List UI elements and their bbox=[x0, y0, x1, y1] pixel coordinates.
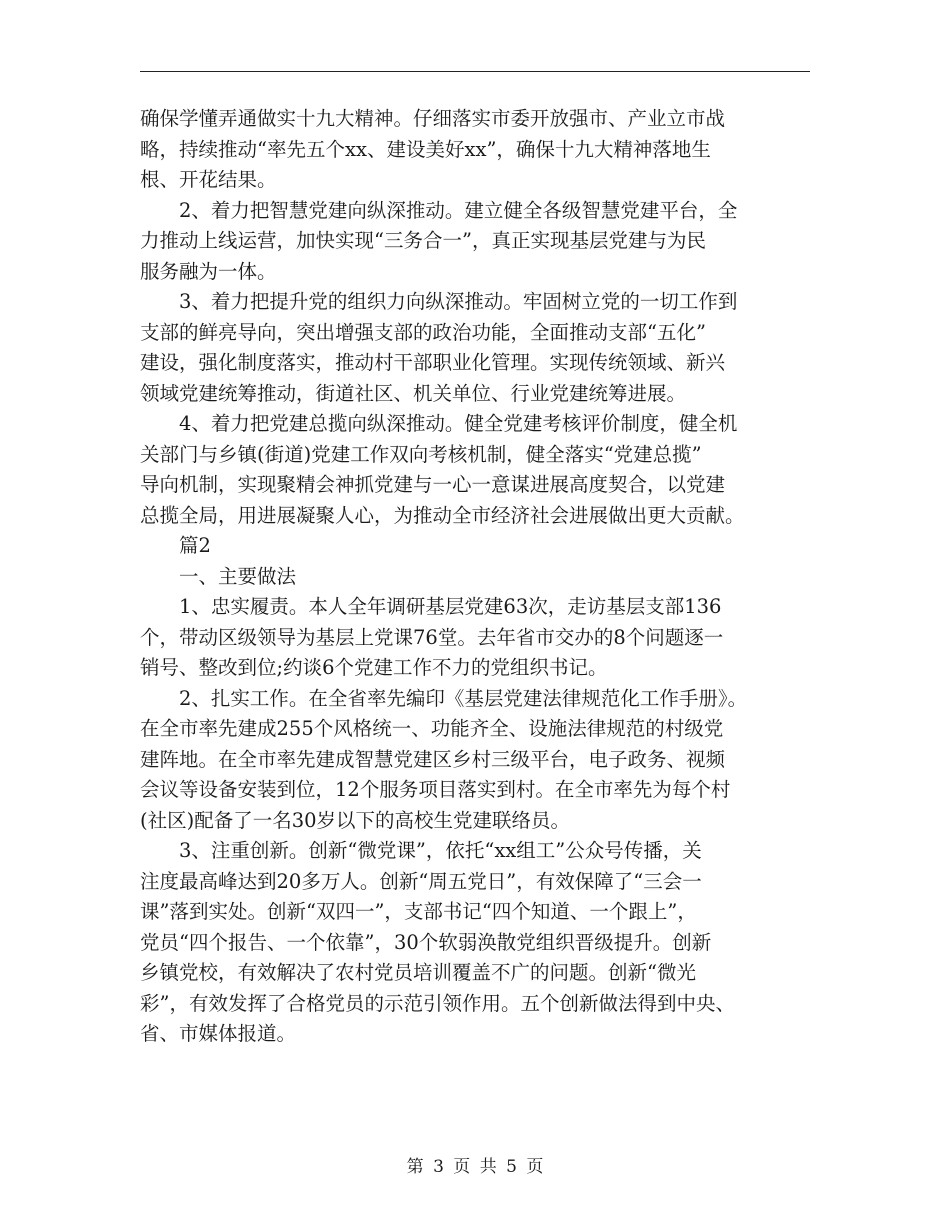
text-line: 乡镇党校，有效解决了农村党员培训覆盖不广的问题。创新“微光 bbox=[140, 961, 696, 984]
text-line: 省、市媒体报道。 bbox=[140, 1022, 297, 1045]
text-line: 力推动上线运营，加快实现“三务合一”，真正实现基层党建与为民 bbox=[140, 229, 706, 252]
text-line: 服务融为一体。 bbox=[140, 259, 277, 283]
header-rule bbox=[140, 71, 810, 72]
text-line: 关部门与乡镇(街道)党建工作双向考核机制，健全落实“党建总揽” bbox=[140, 442, 702, 466]
text-line: 略，持续推动“率先五个xx、建设美好xx”，确保十九大精神落地生 bbox=[140, 137, 711, 161]
text-line: 在全市率先建成255个风格统一、功能齐全、设施法律规范的村级党 bbox=[140, 717, 724, 740]
text-line: 1、忠实履责。本人全年调研基层党建63次，走访基层支部136 bbox=[179, 595, 722, 618]
text-line: 3、注重创新。创新“微党课”，依托“xx组工”公众号传播，关 bbox=[179, 839, 702, 862]
text-line: 彩”，有效发挥了合格党员的示范引领作用。五个创新做法得到中央、 bbox=[140, 991, 735, 1015]
text-line: 4、着力把党建总揽向纵深推动。健全党建考核评价制度，健全机 bbox=[179, 412, 738, 435]
text-line: 建设，强化制度落实，推动村干部职业化管理。实现传统领域、新兴 bbox=[140, 351, 726, 374]
text-line: 根、开花结果。 bbox=[140, 168, 277, 191]
text-line: 党员“四个报告、一个依靠”，30个软弱涣散党组织晋级提升。创新 bbox=[140, 930, 712, 954]
text-line: (社区)配备了一名30岁以下的高校生党建联络员。 bbox=[140, 808, 571, 832]
document-body bbox=[140, 104, 812, 1050]
text-line: 2、着力把智慧党建向纵深推动。建立健全各级智慧党建平台，全 bbox=[179, 198, 738, 222]
page-number-footer: 第 3 页 共 5 页 bbox=[406, 1157, 544, 1177]
text-line: 3、着力把提升党的组织力向纵深推动。牢固树立党的一切工作到 bbox=[179, 290, 738, 313]
text-line: 个，带动区级领导为基层上党课76堂。去年省市交办的8个问题逐一 bbox=[140, 625, 724, 649]
text-line: 篇2 bbox=[179, 534, 211, 557]
text-line: 销号、整改到位;约谈6个党建工作不力的党组织书记。 bbox=[140, 656, 608, 679]
text-line: 2、扎实工作。在全省率先编印《基层党建法律规范化工作手册》。 bbox=[179, 686, 748, 710]
text-line: 会议等设备安装到位，12个服务项目落实到村。在全市率先为每个村 bbox=[140, 778, 731, 801]
text-line: 建阵地。在全市率先建成智慧党建区乡村三级平台，电子政务、视频 bbox=[140, 747, 726, 771]
text-line: 领域党建统筹推动，街道社区、机关单位、行业党建统筹进展。 bbox=[140, 381, 687, 405]
text-line: 注度最高峰达到20多万人。创新“周五党日”，有效保障了“三会一 bbox=[140, 869, 702, 893]
text-line: 一、主要做法 bbox=[179, 564, 297, 588]
text-line: 支部的鲜亮导向，突出增强支部的政治功能，全面推动支部“五化” bbox=[140, 320, 706, 344]
text-line: 确保学懂弄通做实十九大精神。仔细落实市委开放强市、产业立市战 bbox=[140, 107, 726, 130]
text-line: 课”落到实处。创新“双四一”，支部书记“四个知道、一个跟上”， bbox=[140, 900, 697, 923]
text-line: 导向机制，实现聚精会神抓党建与一心一意谋进展高度契合，以党建 bbox=[140, 473, 726, 496]
text-line: 总揽全局，用进展凝聚人心，为推动全市经济社会进展做出更大贡献。 bbox=[140, 503, 745, 527]
